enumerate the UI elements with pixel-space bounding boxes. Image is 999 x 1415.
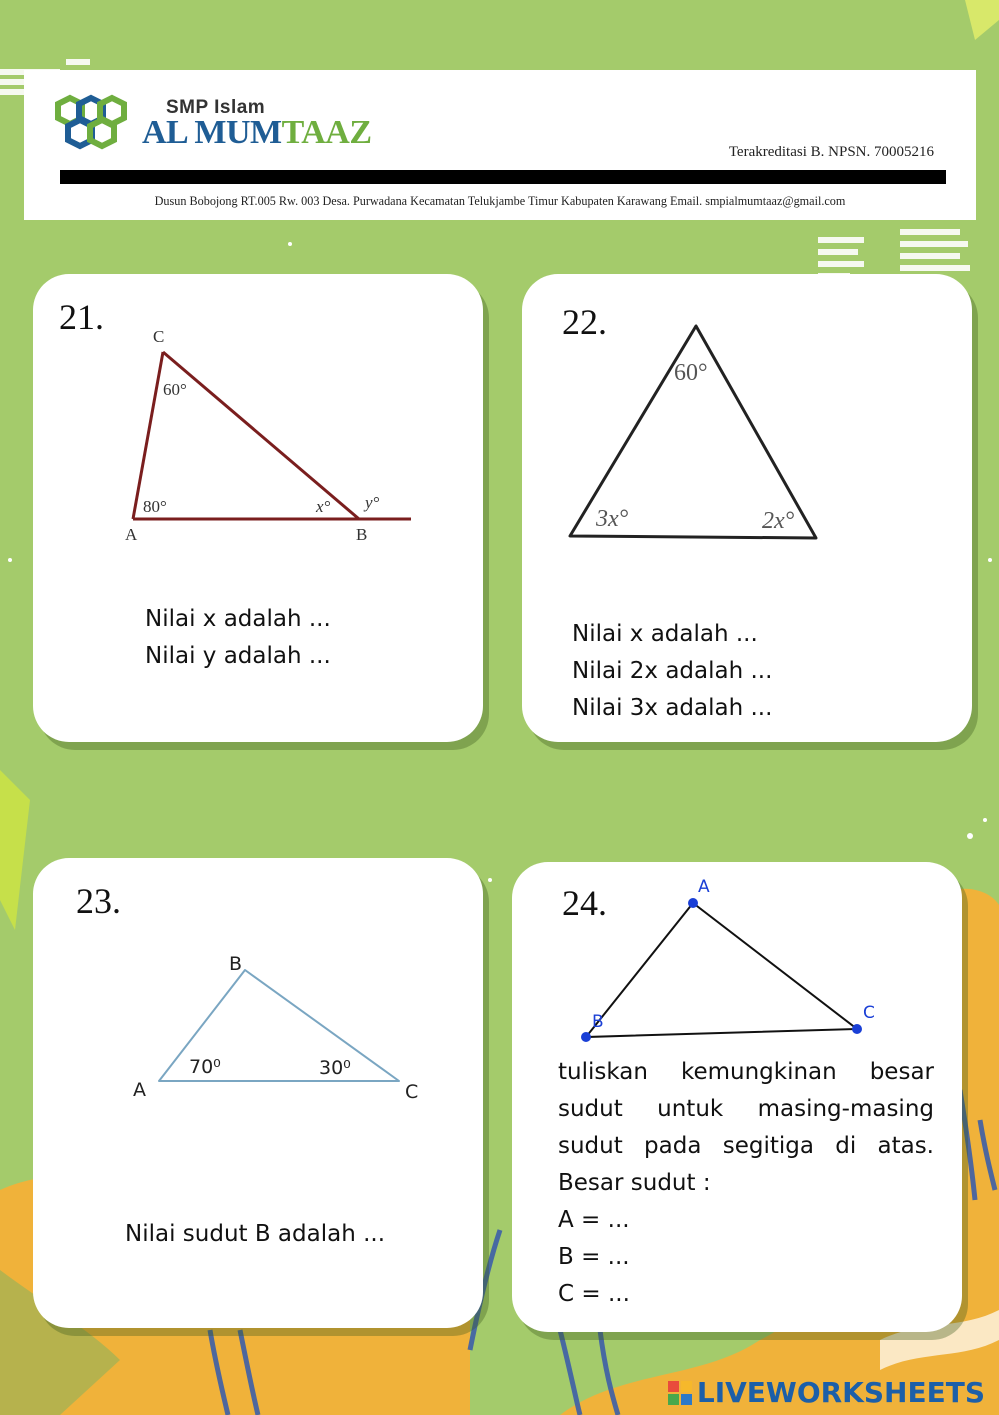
question-line: Nilai 2x adalah ... [572,658,773,684]
header-divider [60,170,946,184]
vertex-label-c: C [863,1003,875,1023]
question-text-21 [145,601,331,675]
school-name-small: SMP Islam [166,97,266,118]
point-a [688,898,698,908]
question-text-24 [558,1054,934,1313]
angle-label-left: 3x° [596,506,629,532]
angle-label-c: 30⁰ [319,1057,351,1079]
question-card-22 [522,274,972,742]
angle-label-top: 60° [674,360,708,386]
triangle-figure-22 [564,318,824,548]
liveworksheets-logo[interactable] [667,1376,985,1409]
question-card-23 [33,858,483,1328]
question-card-21 [33,274,483,742]
school-name-part1: AL MUM [142,114,282,151]
angle-label-x: x° [316,497,331,516]
question-line: Nilai sudut B adalah ... [125,1221,386,1247]
question-text-23 [125,1216,385,1253]
angle-label-c: 60° [163,380,187,399]
liveworksheets-label: LIVEWORKSHEETS [696,1376,985,1409]
point-c [852,1024,862,1034]
vertex-label-a: A [125,525,138,542]
question-number: 23. [76,881,121,921]
answer-line-b: B = ... [558,1244,630,1270]
triangle-figure-24 [572,874,892,1044]
angle-label-a: 80° [143,497,167,516]
point-b [581,1032,591,1042]
question-line: Nilai x adalah ... [572,621,758,647]
vertex-label-b: B [356,525,368,542]
question-line: sudut pada segitiga di atas. [558,1133,934,1159]
question-line: Besar sudut : [558,1170,711,1196]
question-number: 21. [59,297,104,337]
question-number: 24. [562,883,607,923]
accreditation-text: Terakreditasi B. NPSN. 70005216 [728,144,934,160]
angle-label-right: 2x° [762,508,795,534]
vertex-label-b: B [229,953,243,975]
vertex-label-c: C [405,1081,419,1103]
question-line: Nilai y adalah ... [145,643,331,669]
answer-line-a: A = ... [558,1207,630,1233]
angle-label-y: y° [365,493,380,512]
question-number: 22. [562,302,607,342]
vertex-label-b: B [592,1012,604,1032]
question-line: tuliskan kemungkinan besar [558,1059,934,1085]
answer-line-c: C = ... [558,1281,630,1307]
question-text-22 [572,616,772,727]
liveworksheets-icon [667,1380,693,1406]
vertex-label-a: A [698,877,710,897]
school-logo-icon [50,92,132,152]
triangle-figure-23 [127,950,427,1110]
vertex-label-c: C [153,327,165,346]
school-name-large [142,114,372,152]
school-name-part2: TAAZ [281,114,372,151]
vertex-label-a: A [133,1079,146,1101]
question-card-24 [512,862,962,1332]
question-line: sudut untuk masing-masing [558,1096,934,1122]
school-header [24,70,976,220]
question-line: Nilai 3x adalah ... [572,695,773,721]
question-line: Nilai x adalah ... [145,606,331,632]
school-address: Dusun Bobojong RT.005 Rw. 003 Desa. Purwadana Kecamatan Telukjambe Timur Kabupaten Karawang Email. smpialmumtaaz@gmail.com [154,194,846,208]
angle-label-a: 70⁰ [189,1056,221,1078]
triangle-figure-21 [121,322,421,542]
